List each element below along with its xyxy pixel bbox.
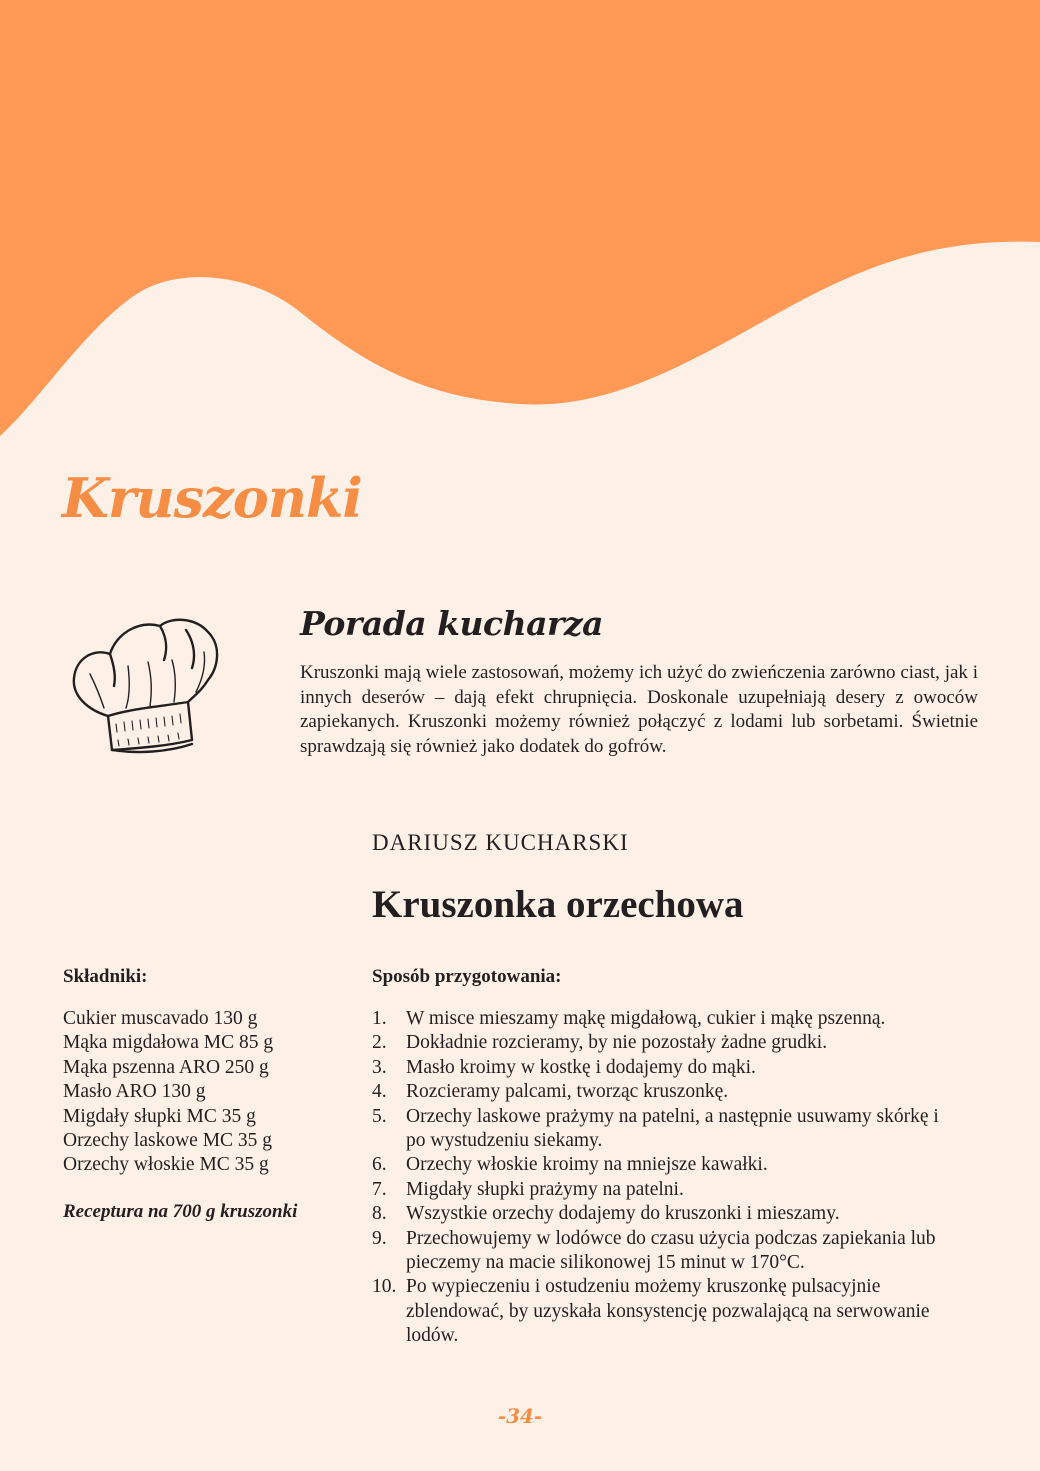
step-number: 1. bbox=[372, 1008, 387, 1029]
ingredients-heading: Składniki: bbox=[63, 966, 148, 987]
method-step bbox=[372, 1007, 962, 1031]
ingredient-item: Mąka pszenna ARO 250 g bbox=[63, 1056, 269, 1078]
method-step bbox=[372, 1056, 962, 1080]
step-number: 7. bbox=[372, 1178, 387, 1200]
ingredient-item: Migdały słupki MC 35 g bbox=[63, 1105, 256, 1127]
step-text: Orzechy laskowe prażymy na patelni, a następnie usuwamy skórkę i po wystudzeniu siekamy. bbox=[406, 1105, 939, 1152]
step-text: Wszystkie orzechy dodajemy do kruszonki i mieszamy. bbox=[406, 1203, 840, 1225]
tip-text: Kruszonki mają wiele zastosowań, możemy ich użyć do zwieńczenia zarówno ciast, jak i innych deserów – dają efekt chrupnięcia. Doskonale uzupełniają desery z owoców zapiekanych. Kruszonki możemy również połączyć z lodami lub sorbetami. Świetnie sprawdzają się również jako dodatek do gofrów. bbox=[300, 662, 978, 757]
step-number: 3. bbox=[372, 1056, 387, 1078]
step-text: Migdały słupki prażymy na patelni. bbox=[406, 1178, 684, 1200]
step-text: Przechowujemy w lodówce do czasu użycia podczas zapiekania lub pieczemy na macie silikonowej 15 minut w 170°C. bbox=[406, 1227, 936, 1274]
step-number: 2. bbox=[372, 1032, 387, 1054]
method-step bbox=[372, 1275, 962, 1348]
ingredient-item: Cukier muscavado 130 g bbox=[63, 1008, 258, 1029]
ingredient-item: Mąka migdałowa MC 85 g bbox=[63, 1032, 274, 1054]
section-title: Kruszonki bbox=[62, 466, 362, 530]
step-text: Po wypieczeniu i ostudzeniu możemy kruszonkę pulsacyjnie zblendować, by uzyskała konsystencję pozwalającą na serwowanie lodów. bbox=[406, 1276, 930, 1347]
method-step bbox=[372, 1080, 962, 1104]
method-step bbox=[372, 1227, 962, 1276]
tip-title: Porada kucharza bbox=[300, 604, 603, 643]
page-number: -34- bbox=[497, 1404, 543, 1428]
method-heading: Sposób przygotowania: bbox=[372, 966, 562, 987]
step-text: W misce mieszamy mąkę migdałową, cukier i mąkę pszenną. bbox=[406, 1008, 886, 1029]
method-step bbox=[372, 1105, 962, 1154]
recipe-yield: Receptura na 700 g kruszonki bbox=[63, 1201, 298, 1222]
method-step bbox=[372, 1178, 962, 1202]
method-step bbox=[372, 1202, 962, 1226]
method-steps bbox=[372, 1007, 962, 1349]
step-number: 10. bbox=[372, 1276, 397, 1298]
step-number: 4. bbox=[372, 1081, 387, 1103]
ingredients-list bbox=[63, 1007, 273, 1178]
step-number: 5. bbox=[372, 1105, 387, 1127]
step-number: 6. bbox=[372, 1154, 387, 1176]
ingredient-item: Orzechy włoskie MC 35 g bbox=[63, 1154, 269, 1176]
ingredient-item: Masło ARO 130 g bbox=[63, 1081, 206, 1103]
recipe-title: Kruszonka orzechowa bbox=[372, 883, 744, 926]
step-text: Rozcieramy palcami, tworząc kruszonkę. bbox=[406, 1081, 729, 1103]
step-number: 8. bbox=[372, 1203, 387, 1225]
method-step bbox=[372, 1031, 962, 1055]
header-wave-decoration bbox=[0, 0, 1040, 440]
step-number: 9. bbox=[372, 1227, 387, 1249]
chef-hat-icon bbox=[68, 612, 224, 762]
ingredient-item: Orzechy laskowe MC 35 g bbox=[63, 1130, 273, 1152]
method-step bbox=[372, 1153, 962, 1177]
step-text: Orzechy włoskie kroimy na mniejsze kawałki. bbox=[406, 1154, 768, 1176]
step-text: Masło kroimy w kostkę i dodajemy do mąki. bbox=[406, 1056, 756, 1078]
step-text: Dokładnie rozcieramy, by nie pozostały żadne grudki. bbox=[406, 1032, 828, 1054]
recipe-author: DARIUSZ KUCHARSKI bbox=[372, 830, 629, 855]
